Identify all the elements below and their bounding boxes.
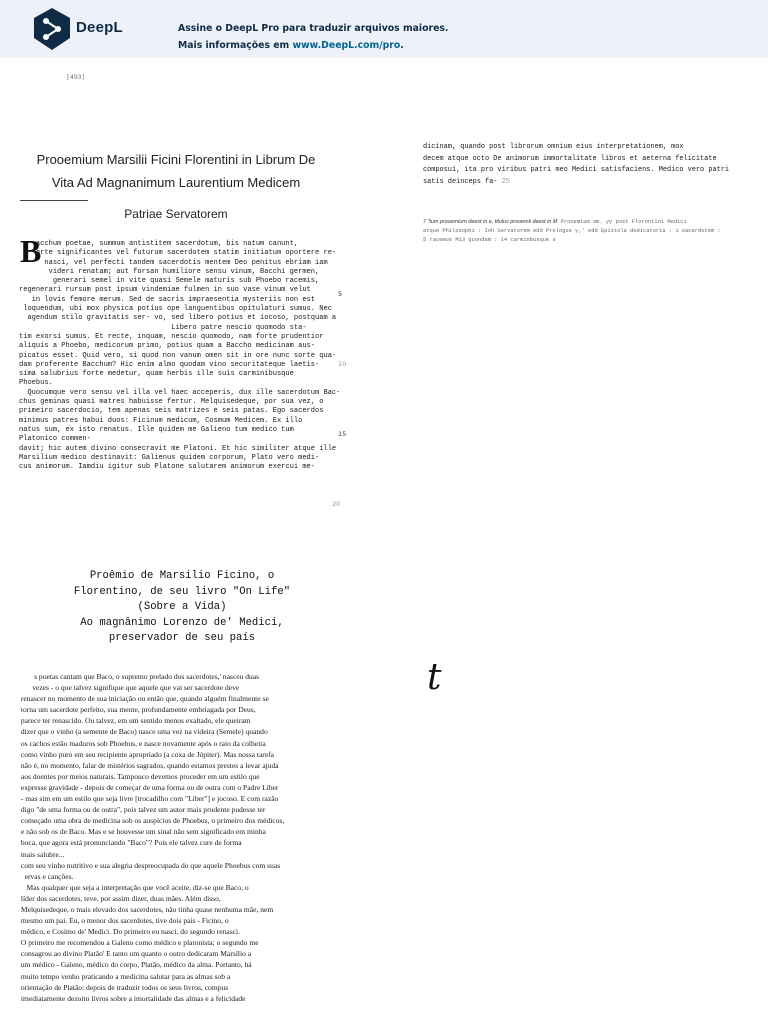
latin-subtitle: Patriae Servatorem xyxy=(124,207,228,221)
latin-body-text: acchum poetae, summum antistitem sacerdotum, bis natum canunt, orte significantes vel futurum sacerdotem statim initiatum oportere re- nasci, vel perfecti tandem sacerdotis mentem Deo penitus ebriam iam videri renatam; aut forsan humiliore sensu vinum, Bacchi germen, generari semel in vite quasi Semele maturis sub Phoebo racemis, regenerari rursum post ipsum vindemiae fulmen in suo vase vinum velut in lovis femore merum. Sed de sacris impraesentia mysteriis non est loquendum, ubi mox physica potius ope languentibus opitulaturi sumus. Nec agendum stilo gravitatis ser- vo, sed libero potius et iocoso, postquam a Libero patre nescio quomodo sta- tim exorsi sumus. Et recte, inquam, nescio quomodo, nam forte prudentior aliquis a Phoebo, medicorum primo, potius quam a Baccho medicinam aus- picatus esset. Quid vero, si quod non vanum omen sit in ore nunc sorte qua- dam proferente Bacchum? Hic enim almo quodam vino securitateque laetis- sima salubrius forte medetur, quam herbis ille suis carminibusque Phoebus. Quocumque vero sensu vel illa vel haec acceperis, dux ille sacerdotum Bac- chus geminas quasi matres habuisse fertur. Melquisedeque, por sua vez, o primeiro sacerdocio, tem apenas seis matrizes e seis patas. Ego sacerdos minimus patres habui duos: Ficinum medicum, Cosmum Medicem. Ex illo natus sum, ex isto renatus. Ille quidem me Galieno tum medico tum Platonico commen- davit; hic autem divino consecravit me Platoni. Et hic similiter atque ille Marsilium medico destinavit: Galienus quidem corporum, Plato vero medi- cus animorum. Iamdiu igitur sub Platone salutarem animorum exercui me- xyxy=(19,240,341,472)
promo-message xyxy=(178,20,448,54)
decorative-glyph: t xyxy=(427,657,442,698)
latin-title-line-2: Vita Ad Magnanimum Laurentium Medicem xyxy=(51,175,301,190)
right-column-body: dicinam, quando post librorum omnium eius interpretationem, mox decem atque octo De animorum immortalitate libros et aeterna felicitate composui, ita pro viribus patri meo Medici satisfaciens. Medico vero patri satis deinceps fa- xyxy=(423,143,729,186)
title-divider xyxy=(20,200,88,201)
latin-title xyxy=(20,148,332,194)
footnote xyxy=(423,218,733,245)
deepl-pro-link[interactable]: www.DeepL.com/pro xyxy=(292,40,401,51)
line-number: 25 xyxy=(501,177,510,186)
line-number: 20 xyxy=(332,500,341,508)
drop-cap: B xyxy=(20,233,42,269)
portuguese-body-text: s poetas cantam que Baco, o supremo prelado dos sacerdotes,' nasceu duas vezes - o que talvez signifique que aquele que vai ser sacerdote deve renascer no momento de sua iniciação ou então que, quando alguém finalmente se torna um sacerdote perfeito, sua mente, profundamente embriagada por Deus, parece ter renascido. Ou talvez, em um sentido menos exaltado, ele queiram dizer que o vinho (a semente de Baco) nasce uma vez na videira (Semele) quando os cachos estão maduros sob Phoebus, e nasce novamente após o raio da colheita como vinho puro em seu recipiente apropriado (a coxa de Júpiter). Mas nossa tarefa não é, no momento, falar de mistérios sagrados, quando estamos prestes a levar ajuda aos doentes por meios naturais. Tampouco devemos proceder em um estilo que expresse gravidade - depois de começar de uma forma ou de outra com o Padre Liber - mas sim em um estilo que seja livre [trocadilho com "Liber"] e jocoso. E com razão digo "de uma forma ou de outra", pois talvez um autor mais prudente pudesse ter começado uma obra de medicina sob os auspícios de Phoebus, o primeiro dos médicos, e não sob os de Baco. Mas e se houvesse um sinal não sem significado em minha boca, que agora está pronunciando "Baco"? Pois ele talvez cure de forma mais salubre... com seu vinho nutritivo e sua alegria despreocupada do que aquele Phoebus com suas ervas e canções. Mas qualquer que seja a interpretação que você aceite, diz-se que Baco, o líder dos sacerdotes, teve, por assim dizer, duas mães. Além disso, Melquisedeque, o mais elevado dos sacerdotes, não tinha quase nenhuma mãe, nem mesmo um pai. Eu, o menor dos sacerdotes, tive dois pais - Ficino, o médico, e Cosimo de' Medici. Do primeiro eu nasci, do segundo renasci. O primeiro me recomendou a Galeno como médico e platonista; o segundo me consagrou ao divino Platão' E tanto um quanto o outro dedicaram Marsílio a um médico - Galeno, médico do corpo, Platão, médico da alma. Portanto, há muito tempo venho praticando a medicina salutar para as almas sob a orientação de Platão: depois de traduzir todos os seus livros, compus imediatamente dezoito livros sobre a imortalidade das almas e a felicidade xyxy=(20,672,285,1003)
deepl-banner xyxy=(0,0,768,58)
deepl-logo-text: DeepL xyxy=(76,19,123,36)
line-number: 5 xyxy=(338,290,343,298)
portuguese-title-line: Florentino, de seu livro "On Life" xyxy=(73,585,291,598)
portuguese-title-line: Ao magnânimo Lorenzo de' Medici, xyxy=(80,616,284,629)
promo-line-1: Assine o DeepL Pro para traduzir arquivos maiores. xyxy=(178,23,449,34)
latin-title-line-1: Prooemium Marsilii Ficini Florentini in Librum De xyxy=(36,152,316,167)
footnote-apparatus: Prooemium om. yy post Florentini Medici atque Philosophi : Ioh Servatorem edd Prologus y,' edd Epistola dedicatoria : 1 sacerdotem : 5 racemus M13 quondam : 14 carminbusque s xyxy=(423,219,721,243)
portuguese-title-line: Proêmio de Marsilio Ficino, o xyxy=(89,570,275,582)
right-column-text xyxy=(423,142,733,188)
deepl-logo-icon[interactable] xyxy=(33,7,71,51)
portuguese-title-line: (Sobre a Vida) xyxy=(137,601,227,613)
line-number: 10 xyxy=(338,360,347,368)
page-number: [493] xyxy=(66,73,86,81)
portuguese-title-line: preservador de seu país xyxy=(108,632,256,644)
portuguese-title xyxy=(40,569,324,647)
line-number: 15 xyxy=(338,430,347,438)
footnote-lead: 7 "tum prooemium deest in e, titulus prooemii deest in M xyxy=(423,219,558,225)
promo-line-2: Mais informações em www.DeepL.com/pro. xyxy=(178,40,404,51)
